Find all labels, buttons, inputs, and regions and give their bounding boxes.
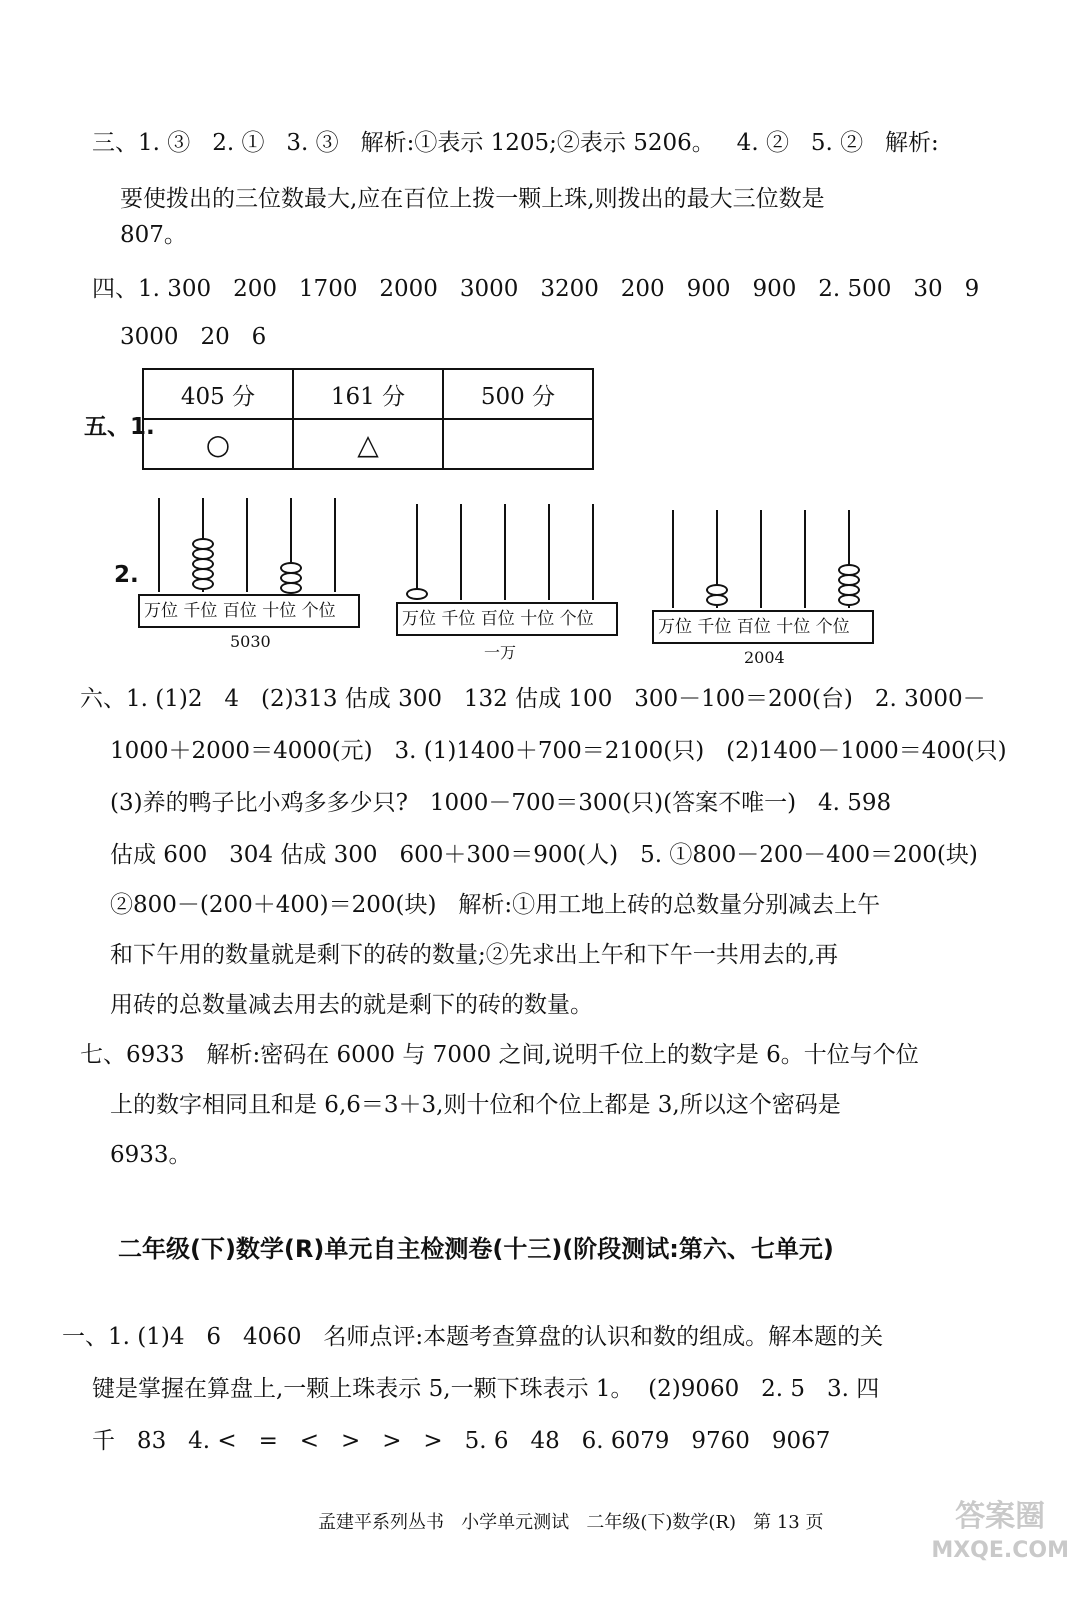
s1-line2: 键是掌握在算盘上,一颗上珠表示 5,一颗下珠表示 1。 (2)9060 2. 5 3. 四 xyxy=(92,1376,880,1402)
abacus-caption: 2004 xyxy=(744,648,785,667)
abacus-5030 xyxy=(138,498,360,628)
q3-line2: 要使拨出的三位数最大,应在百位上拨一颗上珠,则拨出的最大三位数是 xyxy=(120,186,825,212)
q6-line7: 用砖的总数量减去用去的就是剩下的砖的数量。 xyxy=(110,992,593,1018)
abacus-ten-thousand xyxy=(396,504,618,636)
abacus-place-labels: 万位 千位 百位 十位 个位 xyxy=(652,610,874,644)
q7-line3: 6933。 xyxy=(110,1142,192,1168)
abacus-place-labels: 万位 千位 百位 十位 个位 xyxy=(396,602,618,636)
s1-line1: 一、1. (1)4 6 4060 名师点评:本题考查算盘的认识和数的组成。解本题的关 xyxy=(62,1324,884,1350)
q6-line6: 和下午用的数量就是剩下的砖的数量;②先求出上午和下午一共用去的,再 xyxy=(110,942,839,968)
watermark xyxy=(931,1500,1069,1568)
triangle-symbol: △ xyxy=(293,419,443,469)
abacus-caption: 一万 xyxy=(484,643,517,662)
table-header-cell: 500 分 xyxy=(443,369,593,419)
q5-label2: 2. xyxy=(114,562,139,588)
q6-line5: ②800－(200＋400)＝200(块) 解析:①用工地上砖的总数量分别减去上午 xyxy=(110,892,881,918)
q3-line1: 三、1. ③ 2. ① 3. ③ 解析:①表示 1205;②表示 5206。 4. ② 5. ② 解析: xyxy=(92,130,939,156)
abacus-place-labels: 万位 千位 百位 十位 个位 xyxy=(138,594,360,628)
q6-line1: 六、1. (1)2 4 (2)313 估成 300 132 估成 100 300－100＝200(台) 2. 3000－ xyxy=(80,686,986,712)
abacus-caption: 5030 xyxy=(230,632,271,651)
score-table xyxy=(142,368,594,470)
s1-line3: 千 83 4. < = < > > > 5. 6 48 6. 6079 9760 9067 xyxy=(92,1428,831,1454)
q4-line1: 四、1. 300 200 1700 2000 3000 3200 200 900 900 2. 500 30 9 xyxy=(92,276,980,302)
abacus-2004 xyxy=(652,510,874,644)
q5-label1: 五、1. xyxy=(84,414,155,440)
q6-line4: 估成 600 304 估成 300 600＋300＝900(人) 5. ①800－200－400＝200(块) xyxy=(110,842,978,868)
watermark-text-cn: 答案圈 xyxy=(955,1499,1046,1534)
table-header-cell: 405 分 xyxy=(143,369,293,419)
q7-line1: 七、6933 解析:密码在 6000 与 7000 之间,说明千位上的数字是 6。十位与个位 xyxy=(80,1042,919,1068)
q6-line3: (3)养的鸭子比小鸡多多少只? 1000－700＝300(只)(答案不唯一) 4. 598 xyxy=(110,790,892,816)
table-header-cell: 161 分 xyxy=(293,369,443,419)
q4-line2: 3000 20 6 xyxy=(120,324,267,350)
empty-symbol xyxy=(443,419,593,469)
q6-line2: 1000＋2000＝4000(元) 3. (1)1400＋700＝2100(只) (2)1400－1000＝400(只) xyxy=(110,738,1007,764)
section-title: 二年级(下)数学(R)单元自主检测卷(十三)(阶段测试:第六、七单元) xyxy=(118,1235,834,1263)
q3-line3: 807。 xyxy=(120,222,187,248)
circle-symbol: ○ xyxy=(143,419,293,469)
watermark-text-en: MXQE.COM xyxy=(931,1538,1069,1563)
page-footer: 孟建平系列丛书 小学单元测试 二年级(下)数学(R) 第 13 页 xyxy=(318,1512,824,1533)
q7-line2: 上的数字相同且和是 6,6＝3＋3,则十位和个位上都是 3,所以这个密码是 xyxy=(110,1092,841,1118)
